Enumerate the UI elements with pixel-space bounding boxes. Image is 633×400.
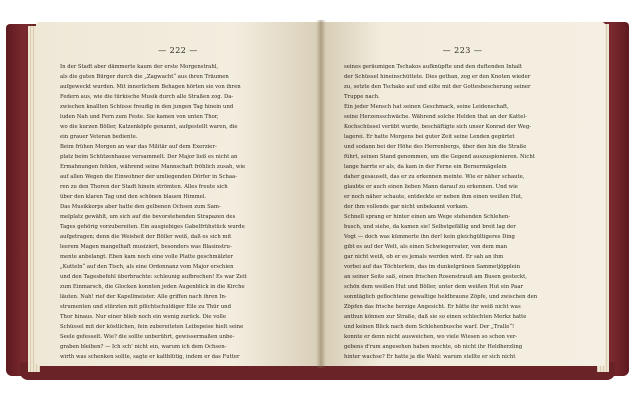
text-line: lagerei. Er hatte Morgens bei guter Zeit seine Lenden gegürtet [344,134,515,140]
text-line: Seele gefesselt. Wie? die sollte unberührt, gewissermaßen unbe- [60,334,235,340]
text-line: ein grauer Veteran bediente. [60,134,138,140]
text-line: Thor hinaus. Nur einer blieb noch ein wenig zurück. Die volle [60,314,226,320]
text-line: strumenten und stürzten mit pflichtschuldiger Eile zu Thür und [60,304,231,310]
text-line: In der Stadt aber dämmerte kaum der erste Morgenstrahl, [60,64,219,70]
text-line: leerem Magen mangelhaft musiziert, besonders was Blasinstru- [60,244,232,250]
text-line: Beim frühen Morgen an war das Militär auf dem Exerzier- [60,144,217,150]
text-line: schön dem weißen Hut und Böller, unter dem weißen Hut ein Paar [344,284,524,290]
text-line: mente anbelangt. Eben kam noch eine volle Platte geschmälzter [60,254,234,260]
text-line: aufgetragen; denn die Weisheit der Böller weiß, daß es sich mit [60,234,232,240]
text-line: der ihm vollends gar nicht unbekannt vorkam. [344,204,469,210]
text-line: Vogt — doch was kümmerte ihn der! kein gleichgültigeres Ding [344,234,515,240]
text-line: hinter wachse? Er hatte ja die Wahl: warum stellte er sich nicht [344,354,516,360]
text-line: Schüssel mit der köstlichen, fein zubereiteten Leibspeise hielt seine [60,324,244,330]
text-line: aufgeweckt wurden. Mit innerlichem Behagen hörten sie von ihren [60,84,241,90]
text-line: Tages gehörig vorzubereiten. Ein ausgiebiges Gabelfrühstück wurde [60,224,245,230]
text-line: Schnell sprang er hinter einen am Wege stehenden Schlehen- [344,214,511,220]
text-line: lange harrte er als, da kam in der Ferne ein Bernermägelein [344,164,507,170]
text-line: zum Einmarsch, die Glocken konnten jeden Augenblick in die Kirche [60,284,245,290]
text-line: und sodann bei der Höhe des Herrenbergs, über den hin die Straße [344,144,527,150]
text-line: als die guten Bürger durch die „Zagwacht“ aus ihren Träumen [60,74,229,80]
left-page-body [60,62,298,362]
text-line: und den Tagesbefehl überbrachte: schleunig aufbrechen! Es war Zeit [60,274,247,280]
text-line: seines geräumigen Tschakos aufknüpfte und den duftenden Inhalt [344,64,522,70]
text-line: über den klaren Tag und den schönen blauen Himmel. [60,194,207,200]
text-line: wo die kurzen Böller, Katzenköpfe genannt, aufgestellt waren, die [60,124,238,130]
text-line: daher gesauselt, das er zu erkennen meinte. Wie er näher schaute, [344,174,525,180]
text-line: auf allen Wegen die Einwohner der umliegenden Dörfer in Schaa- [60,174,237,180]
text-line: sonntäglich geflochtene gewaltige heldbraune Zöpfe, und zwischen den [344,294,538,300]
right-page-body [344,62,583,362]
text-line: vorbei auf das Töchterlein, das im dunkelgrünen Sammetjöpplein [344,264,520,270]
text-line: konnte er denn nicht ausweichen, wo viele Wiesen so schon ver- [344,334,518,340]
text-line: „Kutteln“ auf den Tisch, als eine Ordonnanz vom Major erschien [60,264,234,270]
text-line: zwischen knallten Schüsse freudig in den jungen Tag hinein und [60,104,234,110]
text-line: gibt es auf der Welt, als einen Schwiegervater, von dem man [344,244,508,250]
book-gutter [316,20,326,368]
text-line: gebens d'rum angesehen haben mochte, ob nicht ihr Heldherzling [344,344,523,350]
text-line: und keinen Blick nach dem Schlehenbusche warf. Der „Tralle“! [344,324,515,330]
text-line: graben bleiben? — Ich sch' nicht ein, warum ich dem Ochsen- [60,344,227,350]
right-page-number: — 223 — [442,46,483,55]
text-line: Kochschüssel verübt wurde, beschäftigte sich unser Konrad der Weg- [344,124,531,130]
left-page [36,22,320,366]
text-line: luden Nah und Fern zum Feste. Sie kamen von unten Thor, [60,114,219,120]
text-line: melplatz gewählt, um sich auf die bevorstehenden Strapazen des [60,214,236,220]
text-line: Federn aus, wie die türkische Musik durch alle Straßen zog. Da- [60,94,234,100]
text-line: zu, setzte den Tschako auf und eilte mit der Gottesbescherung seiner [344,84,531,90]
text-line: an seiner Seite saß, einen frischen Rosenstrauß am Busen gesteckt, [344,274,527,280]
text-line: ren zu den Thoren der Stadt hinein strömten. Alles freute sich [60,184,228,190]
text-line: Ermahnungen fehlen, während seine Mannschaft fröhlich zusah, wie [60,164,246,170]
left-page-number: — 222 — [158,46,198,55]
text-line: gar nicht weiß, ob er es jemals werden wird. Er sah an ihm [344,254,504,260]
text-line: wirth was schenken sollte, sagte er kaltblütig, indem er das Futter [60,354,240,360]
text-line: er noch näher schaute, entdeckte er neben ihm einen weißen Hut, [344,194,523,200]
text-line: Zöpfen das frische herzige Angesicht. Er hätte ihr weiß nicht was [344,304,521,310]
text-line: der Schüssel hineinschüttete. Dies gethan, zog er den Knoten wieder [344,74,531,80]
text-line: platz beim Schützenhause versammelt. Der Major ließ es nicht an [60,154,238,160]
text-line: busch, und siehe, da kamen sie! Selbstgefällig und breit lag der [344,224,516,230]
text-line: Das Musikkorps aber hatte den gelbenen Ochsen zum Sam- [60,204,221,210]
text-line: führt, seinen Stand genommen, um die Gegend auszuspionieren. Nicht [344,154,535,160]
text-line: anthun können zur Straße, daß sie so einen schlechten Merkz hatte [344,314,527,320]
text-line: seine Herzensschwäche. Während solche Helden that an der Kattel- [344,114,527,120]
right-page [320,22,605,366]
text-line: Truppe nach. [344,94,380,100]
text-line: läuten. Nah! rief der Kapellmeister. Alle griffen nach ihren In- [60,294,227,300]
text-line: glaubte er auch einen lieben Mann darauf zu erkennen. Und wie [344,184,518,190]
text-line: Ein jeder Mensch hat seinen Geschmack, seine Leidenschaft, [344,104,509,110]
